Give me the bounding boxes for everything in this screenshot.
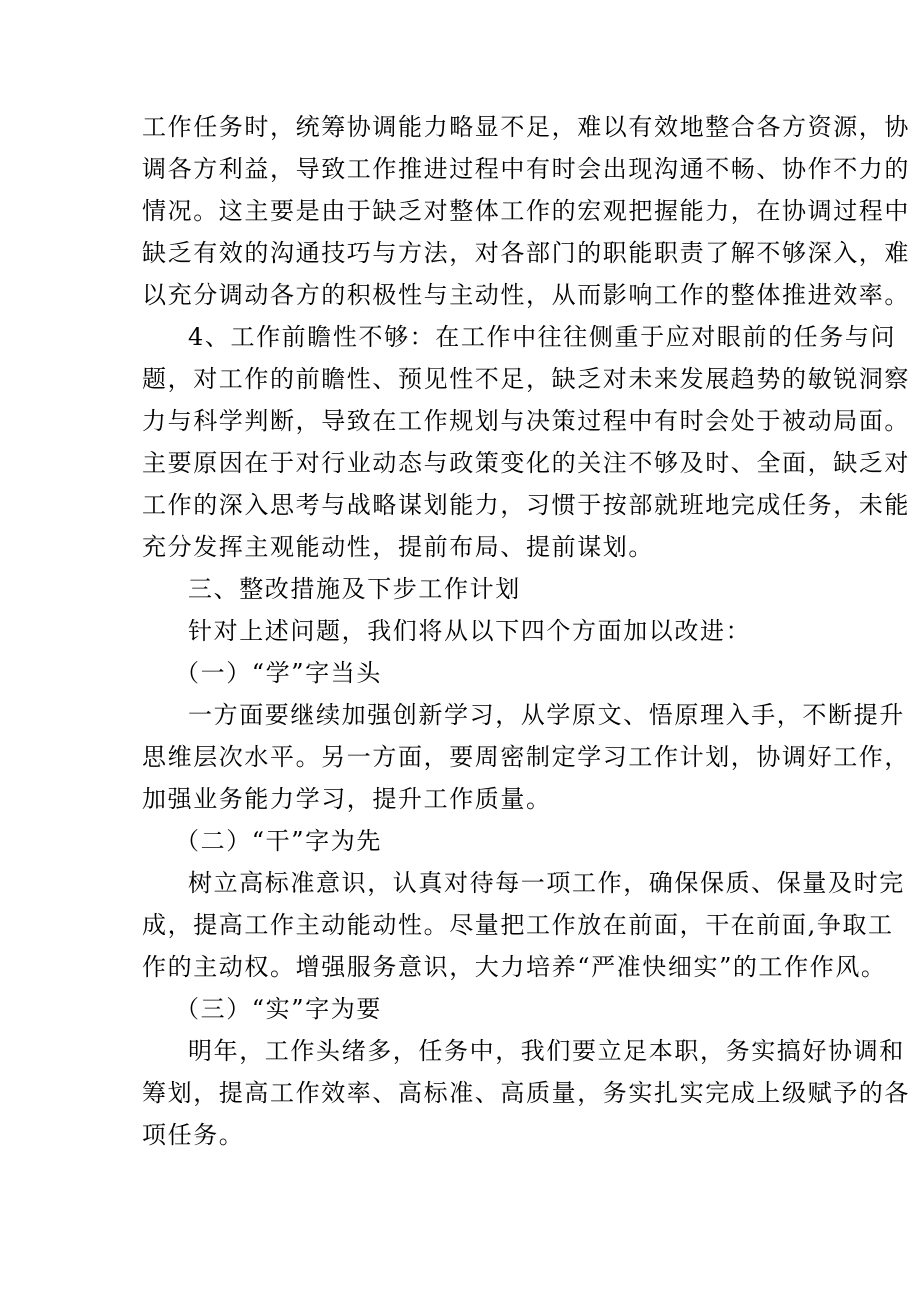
text-line: 加强业务能力学习，提升工作质量。 xyxy=(142,785,552,813)
text-line: 工作任务时，统筹协调能力略显不足，难以有效地整合各方资源，协 xyxy=(142,113,910,141)
text-line: 筹划，提高工作效率、高标准、高质量，务实扎实完成上级赋予的各 xyxy=(142,1079,910,1107)
text-line: 一方面要继续加强创新学习，从学原文、悟原理入手，不断提升 xyxy=(188,701,905,729)
text-line: 缺乏有效的沟通技巧与方法，对各部门的职能职责了解不够深入，难 xyxy=(142,239,910,267)
text-line: 充分发挥主观能动性，提前布局、提前谋划。 xyxy=(142,533,654,561)
section-heading: 三、整改措施及下步工作计划 xyxy=(188,575,521,603)
subsection-heading: （三）“实”字为要 xyxy=(175,995,382,1023)
text-line: 以充分调动各方的积极性与主动性，从而影响工作的整体推进效率。 xyxy=(142,281,910,309)
text-line: 调各方利益，导致工作推进过程中有时会出现沟通不畅、协作不力的 xyxy=(142,155,910,183)
text-line: 项任务。 xyxy=(142,1121,245,1149)
text-line: 作的主动权。增强服务意识，大力培养“严准快细实”的工作作风。 xyxy=(142,953,887,981)
subsection-heading: （一）“学”字当头 xyxy=(175,659,382,687)
subsection-heading: （二）“干”字为先 xyxy=(175,827,382,855)
text-line: 主要原因在于对行业动态与政策变化的关注不够及时、全面，缺乏对 xyxy=(142,449,910,477)
text-line: 成，提高工作主动能动性。尽量把工作放在前面，干在前面,争取工 xyxy=(142,911,894,939)
text-line: 情况。这主要是由于缺乏对整体工作的宏观把握能力，在协调过程中 xyxy=(142,197,910,225)
text-line: 针对上述问题，我们将从以下四个方面加以改进： xyxy=(188,617,752,645)
text-line: 思维层次水平。另一方面，要周密制定学习工作计划，协调好工作， xyxy=(142,743,910,771)
text-line: 力与科学判断，导致在工作规划与决策过程中有时会处于被动局面。 xyxy=(142,407,910,435)
text-line: 树立高标准意识，认真对待每一项工作，确保保质、保量及时完 xyxy=(188,869,905,897)
text-line: 题，对工作的前瞻性、预见性不足，缺乏对未来发展趋势的敏锐洞察 xyxy=(142,365,910,393)
text-line: 工作的深入思考与战略谋划能力，习惯于按部就班地完成任务，未能 xyxy=(142,491,910,519)
text-line: 明年，工作头绪多，任务中，我们要立足本职，务实搞好协调和 xyxy=(188,1037,905,1065)
paragraph-heading-line: 4、工作前瞻性不够：在工作中往往侧重于应对眼前的任务与问 xyxy=(188,323,897,351)
